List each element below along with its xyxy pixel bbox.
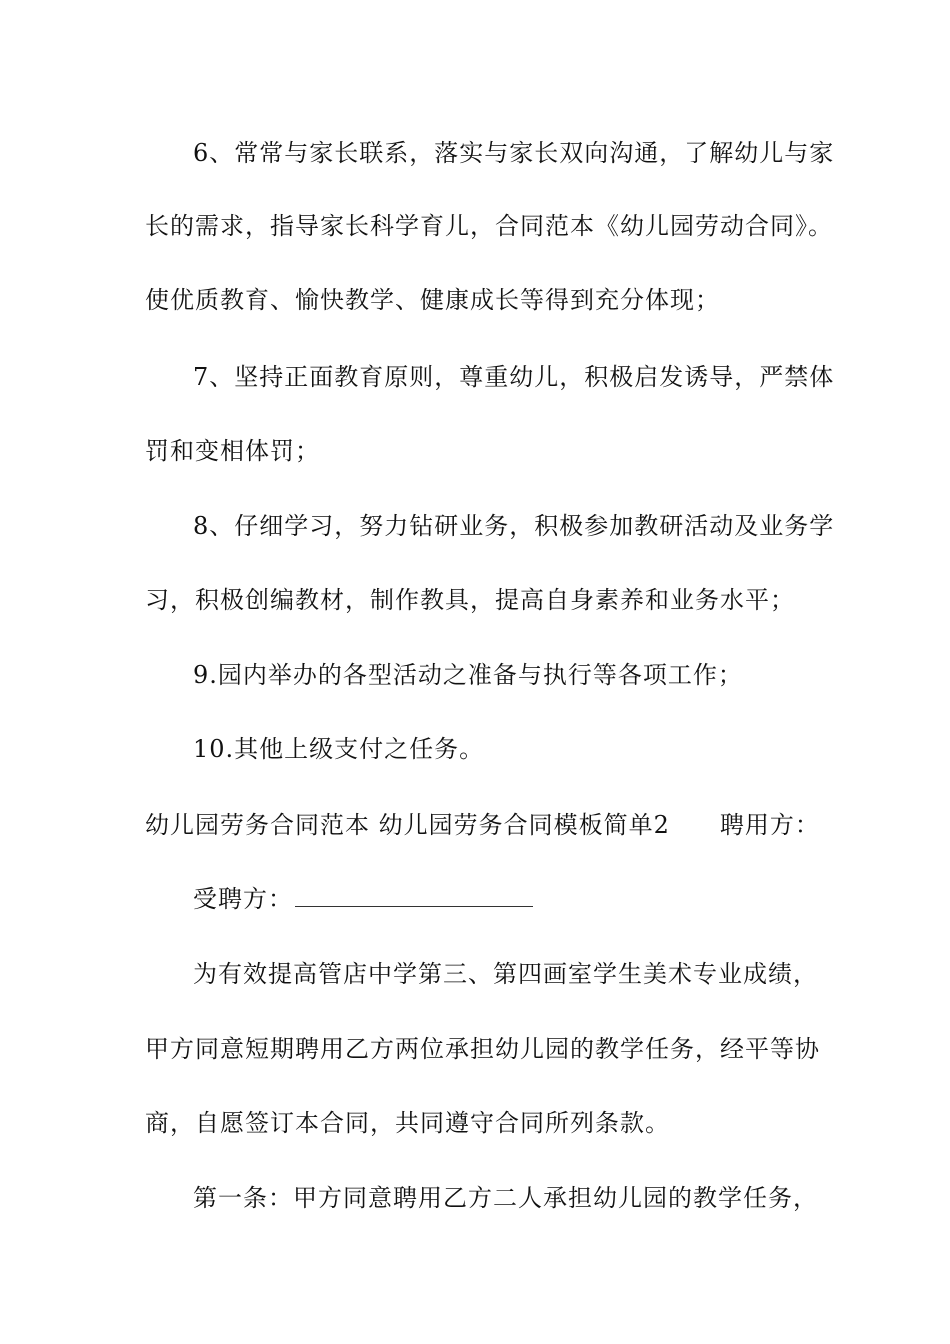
paragraph-line: 7、坚持正面教育原则，尊重幼儿，积极启发诱导，严禁体	[193, 363, 835, 391]
employee-blank	[295, 884, 533, 907]
paragraph-line: 8、仔细学习，努力钻研业务，积极参加教研活动及业务学	[193, 512, 835, 540]
paragraph-line: 10.其他上级支付之任务。	[193, 735, 485, 763]
paragraph-line: 9.园内举办的各型活动之准备与执行等各项工作；	[193, 661, 743, 689]
paragraph-line: 习，积极创编教材，制作教具，提高自身素养和业务水平；	[145, 586, 795, 614]
paragraph-line: 商，自愿签订本合同，共同遵守合同所列条款。	[145, 1109, 670, 1137]
section-heading-line: 幼儿园劳务合同范本 幼儿园劳务合同模板简单2 聘用方：	[145, 811, 820, 839]
paragraph-line: 使优质教育、愉快教学、健康成长等得到充分体现；	[145, 286, 720, 314]
paragraph-line: 6、常常与家长联系，落实与家长双向沟通，了解幼儿与家	[193, 139, 835, 167]
employee-label: 受聘方：	[193, 885, 293, 913]
paragraph-line: 甲方同意短期聘用乙方两位承担幼儿园的教学任务，经平等协	[145, 1035, 820, 1063]
employee-field-line	[193, 884, 533, 914]
paragraph-line: 为有效提高管店中学第三、第四画室学生美术专业成绩，	[193, 960, 818, 988]
paragraph-line: 长的需求，指导家长科学育儿，合同范本《幼儿园劳动合同》。	[145, 212, 833, 240]
paragraph-line: 第一条：甲方同意聘用乙方二人承担幼儿园的教学任务，	[193, 1184, 818, 1212]
paragraph-line: 罚和变相体罚；	[145, 437, 320, 465]
